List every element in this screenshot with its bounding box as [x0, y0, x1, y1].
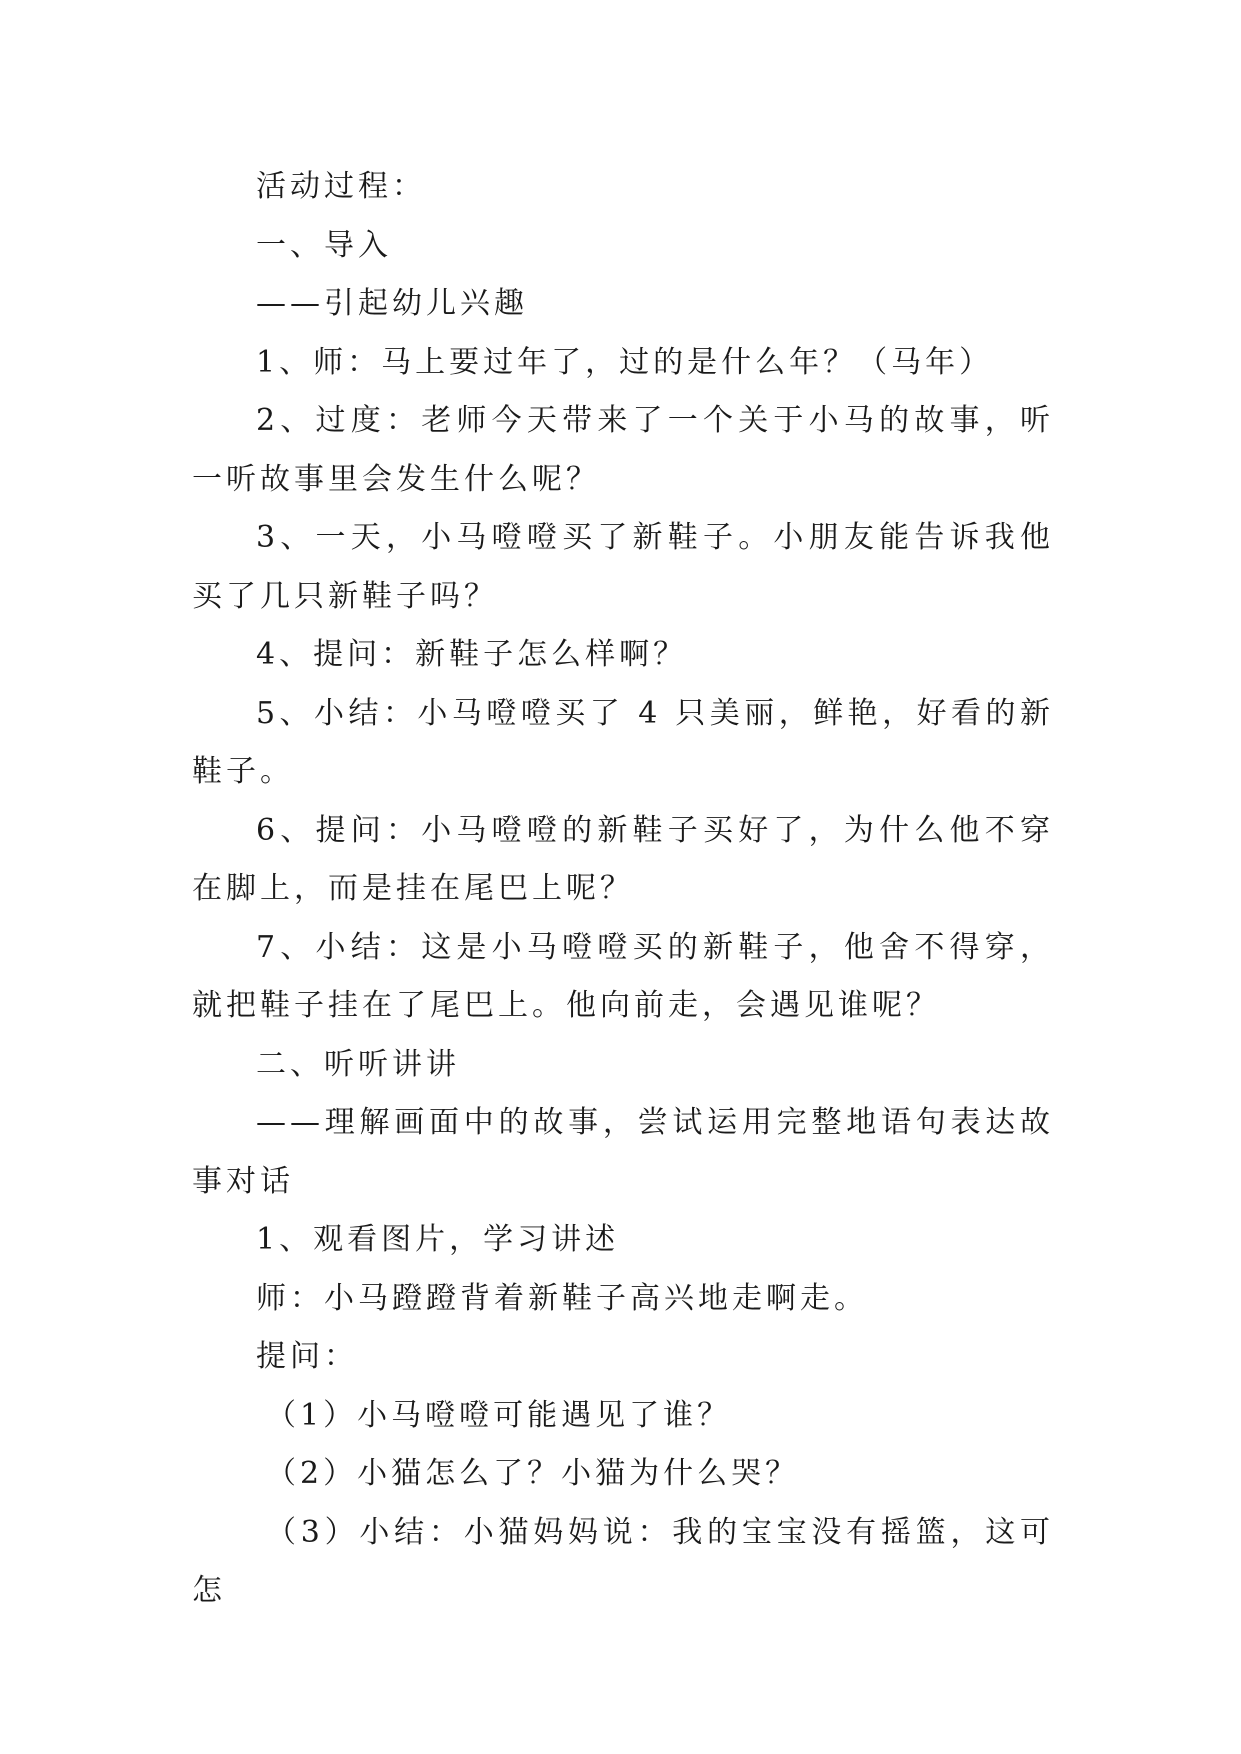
- step-paragraph: 5、小结：小马噔噔买了 4 只美丽，鲜艳，好看的新鞋子。: [192, 695, 1054, 789]
- question-item: （3）小结：小猫妈妈说：我的宝宝没有摇篮，这可怎: [192, 1514, 1054, 1608]
- part-goal-line: ——引起幼儿兴趣: [256, 286, 528, 321]
- document-page: [192, 158, 1054, 1621]
- part-goal-line: ——理解画面中的故事，尝试运用完整地语句表达故事对话: [192, 1105, 1054, 1199]
- step-paragraph: 7、小结：这是小马噔噔买的新鞋子，他舍不得穿，就把鞋子挂在了尾巴上。他向前走，会遇见谁呢？: [192, 929, 1054, 1023]
- step-paragraph: 4、提问：新鞋子怎么样啊？: [256, 637, 688, 672]
- question-item: （1）小马噔噔可能遇见了谁？: [266, 1397, 732, 1433]
- step-paragraph: 3、一天，小马噔噔买了新鞋子。小朋友能告诉我他买了几只新鞋子吗？: [192, 520, 1054, 614]
- teacher-line: 师：小马蹬蹬背着新鞋子高兴地走啊走。: [256, 1280, 868, 1316]
- step-paragraph: 1、观看图片，学习讲述: [256, 1222, 620, 1257]
- step-paragraph: 2、过度：老师今天带来了一个关于小马的故事，听一听故事里会发生什么呢？: [192, 403, 1054, 497]
- step-paragraph: 1、师：马上要过年了，过的是什么年？（马年）: [256, 344, 994, 380]
- question-heading: 提问：: [256, 1339, 358, 1374]
- part-heading-introduction: 一、导入: [256, 227, 392, 263]
- section-heading-activity-process: 活动过程：: [256, 169, 426, 204]
- question-item: （2）小猫怎么了？小猫为什么哭？: [266, 1456, 800, 1491]
- step-paragraph: 6、提问：小马噔噔的新鞋子买好了，为什么他不穿在脚上，而是挂在尾巴上呢？: [192, 812, 1054, 906]
- part-heading-listen-and-tell: 二、听听讲讲: [256, 1046, 460, 1082]
